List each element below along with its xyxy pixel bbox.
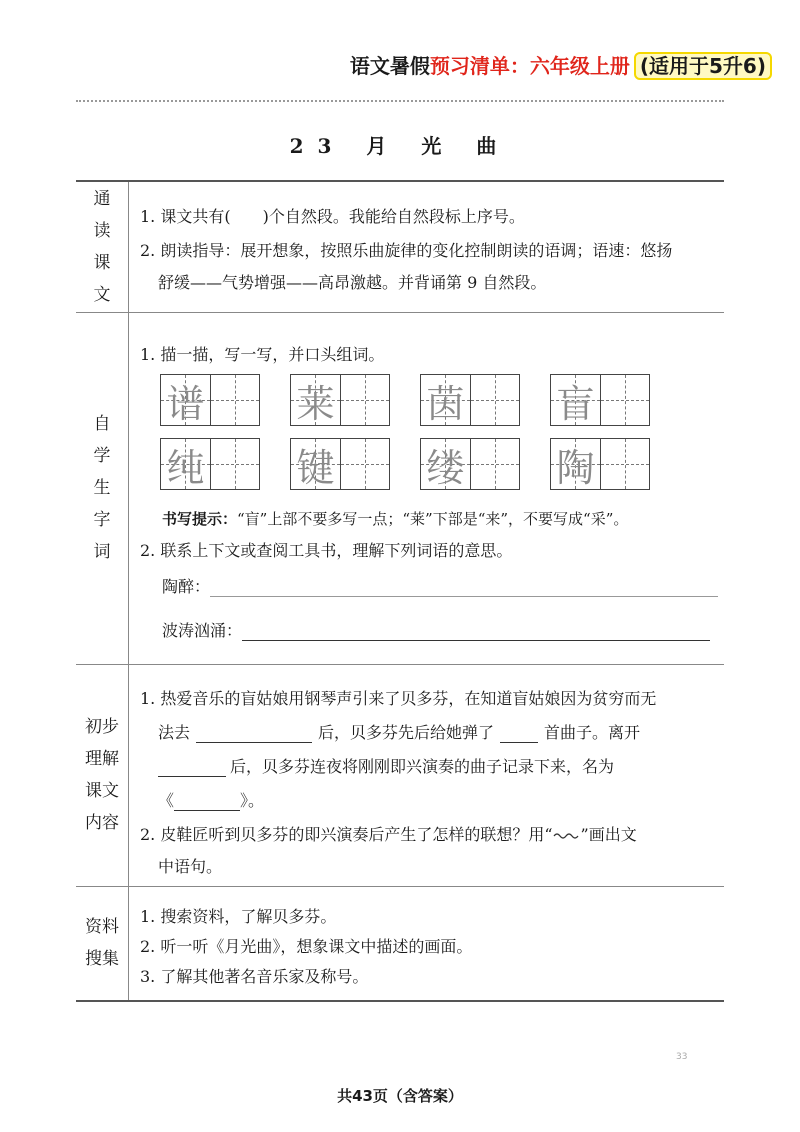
char-practice-box[interactable] [420, 374, 520, 426]
answer-line[interactable] [210, 596, 718, 597]
section-label: 资料搜集 [76, 886, 129, 1000]
vocab-word-2: 波涛汹涌： [162, 618, 710, 641]
writing-tip-text: “盲”上部不要多写一点；“莱”下部是“来”，不要写成“采”。 [237, 510, 629, 528]
understand-item-1-line-3: 后，贝多芬连夜将刚刚即兴演奏的曲子记录下来，名为 [158, 754, 614, 777]
header-divider [76, 100, 724, 102]
read-item-2-line-1: 2. 朗读指导：展开想象，按照乐曲旋律的变化控制朗读的语调；语速：悠扬 [140, 241, 673, 260]
section-words-row [76, 312, 724, 665]
fill-blank[interactable] [500, 742, 538, 743]
fill-blank[interactable] [174, 810, 240, 811]
section-research-row [76, 886, 724, 1000]
char-grid-row-1 [160, 374, 650, 426]
char-grid-row-2 [160, 438, 650, 490]
lesson-title: 23 月 光 曲 [289, 134, 511, 158]
research-item: 1. 搜索资料，了解贝多芬。 [140, 907, 337, 926]
applicable-grade-badge: (适用于5升6) [634, 52, 772, 80]
answer-line[interactable] [242, 640, 710, 641]
trace-char: 陶 [556, 445, 595, 490]
understand-item-2-line-2: 中语句。 [158, 857, 223, 876]
char-practice-box[interactable] [160, 438, 260, 490]
understand-item-2-line-1: 2. 皮鞋匠听到贝多芬的即兴演奏后产生了怎样的联想？用“ ”画出文 [140, 825, 637, 844]
trace-char: 谱 [166, 381, 205, 426]
fill-blank[interactable] [158, 776, 226, 777]
understand-item-1-line-2: 法去 后，贝多芬先后给她弹了 首曲子。离开 [158, 723, 641, 742]
trace-char: 莱 [296, 381, 335, 426]
writing-tip [162, 508, 628, 529]
understand-item-1-line-1: 1. 热爱音乐的盲姑娘用钢琴声引来了贝多芬，在知道盲姑娘因为贫穷而无 [140, 689, 657, 708]
research-item: 3. 了解其他著名音乐家及称号。 [140, 967, 369, 986]
read-item-1: 1. 课文共有( )个自然段。我能给自然段标上序号。 [140, 207, 525, 226]
char-practice-box[interactable] [420, 438, 520, 490]
page-corner-mark: 33 [676, 1052, 688, 1062]
header-title-red: 预习清单：六年级上册 [429, 54, 630, 78]
trace-char: 盲 [556, 381, 595, 426]
trace-char: 茵 [426, 381, 465, 426]
vocab-word-1: 陶醉： [162, 574, 718, 597]
worksheet-table [76, 180, 724, 1002]
wavy-underline-icon [553, 832, 581, 840]
writing-tip-label: 书写提示： [162, 510, 238, 528]
section-label: 通读课文 [76, 182, 129, 312]
section-label: 自学生字词 [76, 312, 129, 664]
research-item: 2. 听一听《月光曲》，想象课文中描述的画面。 [140, 937, 473, 956]
trace-char: 缕 [426, 445, 465, 490]
section-read-row [76, 182, 724, 313]
trace-char: 纯 [166, 445, 205, 490]
char-practice-box[interactable] [290, 374, 390, 426]
page-footer: 共43页（含答案） [337, 1087, 463, 1105]
char-practice-box[interactable] [160, 374, 260, 426]
page-header-title [350, 50, 772, 79]
char-practice-box[interactable] [550, 438, 650, 490]
header-title-black: 语文暑假 [349, 54, 430, 78]
section-understand-row [76, 664, 724, 887]
fill-blank[interactable] [196, 742, 312, 743]
char-practice-box[interactable] [290, 438, 390, 490]
words-item-2: 2. 联系上下文或查阅工具书，理解下列词语的意思。 [140, 541, 513, 560]
trace-char: 键 [296, 445, 335, 490]
words-item-1: 1. 描一描，写一写，并口头组词。 [140, 345, 385, 364]
understand-item-1-line-4: 《 》。 [158, 791, 265, 810]
char-practice-box[interactable] [550, 374, 650, 426]
section-label: 初步理解课文内容 [76, 664, 129, 886]
read-item-2-line-2: 舒缓——气势增强——高昂激越。并背诵第 9 自然段。 [158, 273, 547, 292]
